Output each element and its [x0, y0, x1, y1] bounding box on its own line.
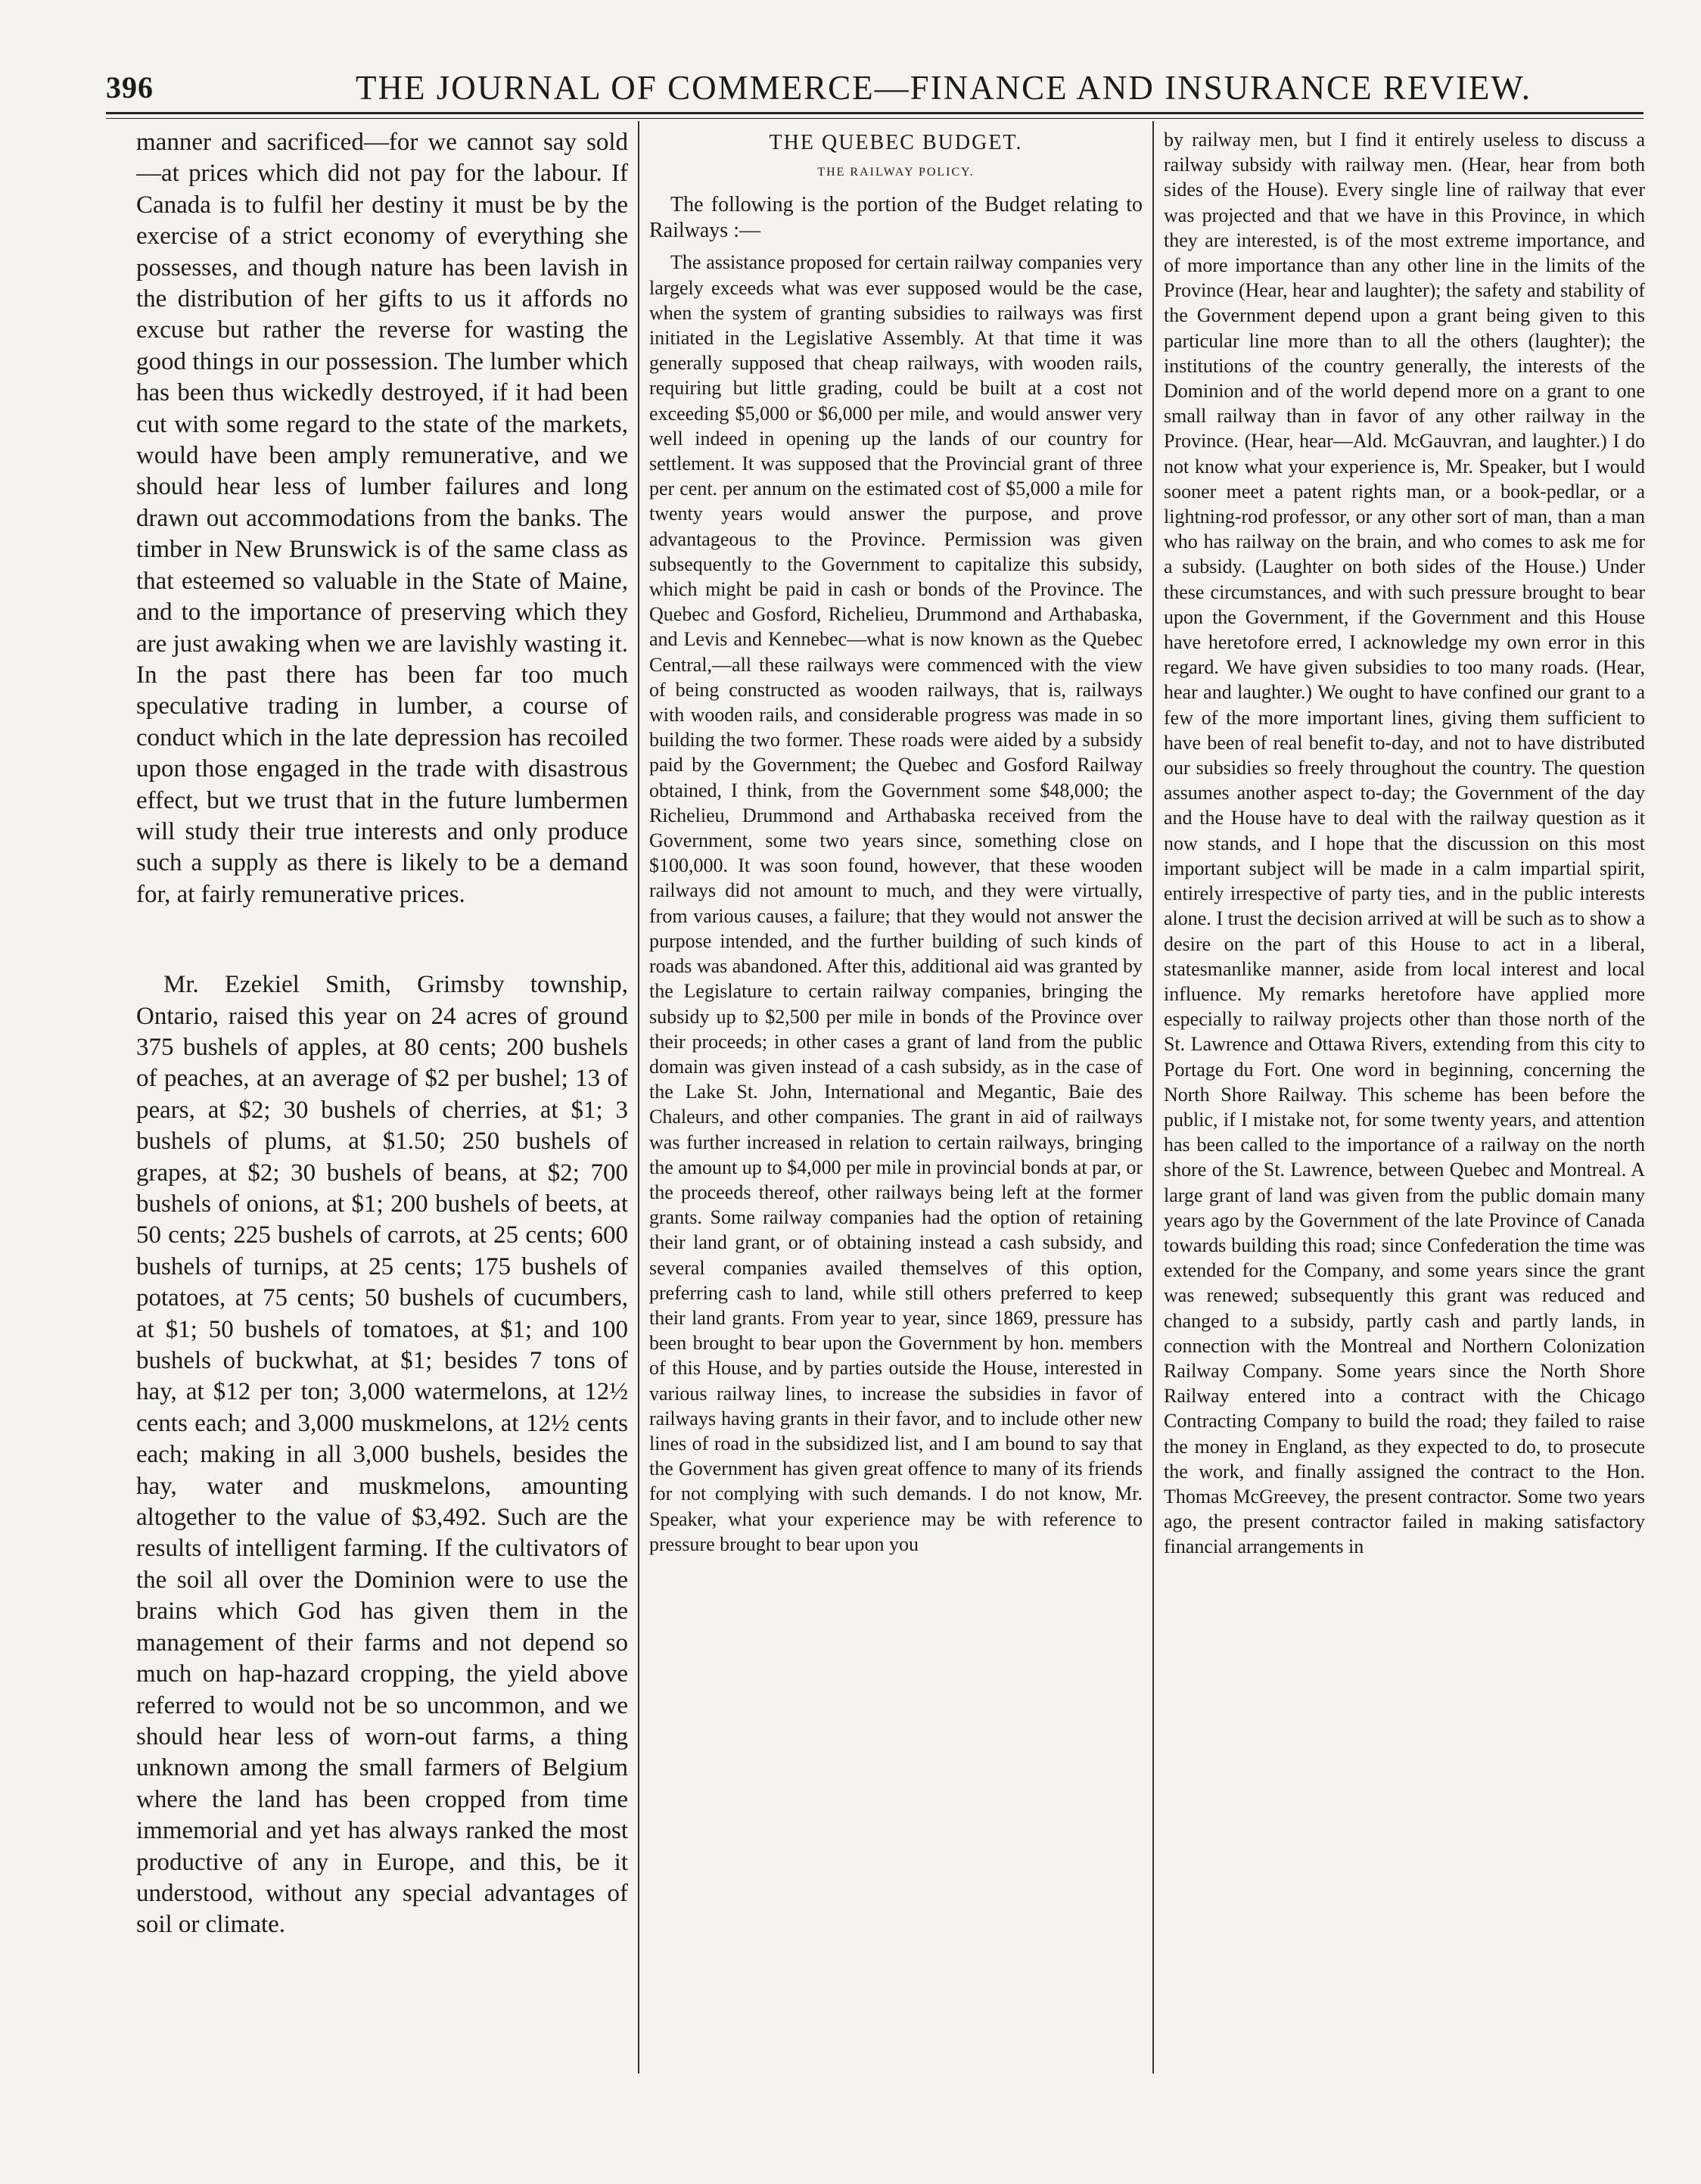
lumber-paragraph: manner and sacrificed—for we cannot say sold—at prices which did not pay for the labour. If Canada is to fulfil her destiny it must be by the exercise of a strict economy of everything she possesses, and though nature has been lavish in the distribution of her gifts to us it affords no excuse but rather the reverse for wasting the good things in our possession. The lumber which has been thus wickedly destroyed, if it had been cut with some regard to the state of the markets, would have been amply remunerative, and we should hear less of lumber failures and long drawn out accommodations from the banks. The timber in New Brunswick is of the same class as that esteemed so valuable in the State of Maine, and to the importance of preserving which they are just awaking when we are lavishly wasting it. In the past there has been far too much speculative trading in lumber, a course of conduct which in the late depression has recoiled upon those engaged in the trade with disastrous effect, but we trust that in the future lumbermen will study their true interests and only produce such a supply as there is likely to be a demand for, at fairly remunerative prices. — [136, 129, 628, 908]
column-divider-1 — [638, 121, 639, 2074]
page-number: 396 — [106, 70, 154, 104]
farming-paragraph: Mr. Ezekiel Smith, Grimsby township, Ontario, raised this year on 24 acres of ground 375 bushels of apples, at 80 cents; 200 bushels of peaches, at an average of $2 per bushel; 13 of pears, at $2; 30 bushels of cherries, at $1; 3 bushels of plums, at $1.50; 250 bushels of grapes, at $2; 30 bushels of beans, at $2; 700 bushels of onions, at $1; 200 bushels of beets, at 50 cents; 225 bushels of carrots, at 25 cents; 600 bushels of turnips, at 25 cents; 175 bushels of potatoes, at 75 cents; 50 bushels of cucumbers, at $1; 50 bushels of tomatoes, at $1; and 100 bushels of buckwhat, at $1; besides 7 tons of hay, at $12 per ton; 3,000 watermelons, at 12½ cents each; and 3,000 muskmelons, at 12½ cents each; making in all 3,000 bushels, besides the hay, water and muskmelons, amounting altogether to the value of $3,492. Such are the results of intelligent farming. If the cultivators of the soil all over the Dominion were to use the brains which God has given them in the management of their farms and not depend so much on hap-hazard cropping, the yield above referred to would not be so uncommon, and we should hear less of worn-out farms, a thing unknown among the small farmers of Belgium where the land has been cropped from time immemorial and yet has always ranked the most productive of any in Europe, and this, be it understood, without any special advantages of soil or climate. — [136, 971, 628, 1939]
article-title: THE QUEBEC BUDGET. — [769, 131, 1023, 154]
column-divider-2 — [1152, 121, 1154, 2074]
article-intro: The following is the portion of the Budget relating to Railways :— — [649, 193, 1143, 243]
header-rule-thin — [106, 118, 1643, 119]
article-body: The assistance proposed for certain railway companies very largely exceeds what was ever supposed would be the case, when the system of granting subsidies to railways was first initiated in the Legislative Assembly. At that time it was generally supposed that cheap railways, with wooden rails, requiring but little grading, could be built at a cost not exceeding $5,000 or $6,000 per mile, and would answer very well indeed in opening up the lands of our country for settlement. It was supposed that the Provincial grant of three per cent. per annum on the estimated cost of $5,000 a mile for twenty years would answer the purpose, and prove advantageous to the Province. Permission was given subsequently to the Government to capitalize this subsidy, which might be paid in cash or bonds of the Province. The Quebec and Gosford, Richelieu, Drummond and Arthabaska, and Levis and Kennebec—what is now known as the Quebec Central,—all these railways were commenced with the view of being constructed as wooden railways, that is, railways with wooden rails, and considerable progress was made in so building the two former. These roads were aided by a subsidy paid by the Government; the Quebec and Gosford Railway obtained, I think, from the Government some $48,000; the Richelieu, Drummond and Arthabaska received from the Government, some two years since, something close on $100,000. It was soon found, however, that these wooden railways did not amount to much, and they were virtually, from various causes, a failure; that they would not answer the purpose intended, and the further building of such kinds of roads was abandoned. After this, additional aid was granted by the Legislature to certain railway companies, bringing the subsidy up to $2,500 per mile in bonds of the Province over their proceeds; in other cases a grant of land from the public domain was given instead of a cash subsidy, as in the case of the Lake St. John, International and Megantic, Baie des Chaleurs, and other companies. The grant in aid of railways was further increased in relation to certain railways, bringing the amount up to $4,000 per mile in provincial bonds at par, or the proceeds thereof, other railways being left at the former grants. Some railway companies had the option of retaining their land grant, or of obtaining instead a cash subsidy, and several companies availed themselves of this option, preferring cash to land, while still others preferred to keep their land grants. From year to year, since 1869, pressure has been brought to bear upon the Government by hon. members of this House, and by parties outside the House, interested in various railway lines, to increase the subsidies in favor of railways having grants in their favor, and to include other new lines of road in the subsidized list, and I am bound to say that the Government has given great offence to many of its friends for not complying with such demands. I do not know, Mr. Speaker, what your experience may be with reference to pressure brought to bear upon you — [649, 251, 1143, 1555]
page-header — [106, 62, 1642, 115]
article-subtitle: THE RAILWAY POLICY. — [817, 166, 975, 179]
column-2 — [649, 127, 1143, 2074]
header-rule — [106, 112, 1643, 114]
column-3 — [1164, 127, 1645, 2074]
article-continuation: by railway men, but I find it entirely useless to discuss a railway subsidy with railway men. (Hear, hear from both sides of the House). Every single line of railway that ever was projected and that we have in this Province, in which they are interested, is of the most extreme importance, and of more importance than any other line in the limits of the Province (Hear, hear and laughter); the safety and stability of the Government depend upon a grant being given to this particular line more than to all the others (laughter); the institutions of the country generally, the interests of the Dominion and of the world depend more on a grant to one small railway than in favor of any other railway in the Province. (Hear, hear—Ald. McGauvran, and laughter.) I do not know what your experience is, Mr. Speaker, but I would sooner meet a patent rights man, or a book-pedlar, or a lightning-rod professor, or any other sort of man, than a man who has railway on the brain, and who comes to ask me for a subsidy. (Laughter on both sides of the House.) Under these circumstances, and with such pressure brought to bear upon the Government, if the Government and this House have heretofore erred, I acknowledge my own error in this regard. We have given subsidies to too many roads. (Hear, hear and laughter.) We ought to have confined our grant to a few of the more important lines, giving them sufficient to have been of real benefit to-day, and not to have distributed our subsidies so freely throughout the country. The question assumes another aspect to-day; the Government of the day and the House have to deal with the railway question as it now stands, and I hope that the discussion on this most important subject will be made in a calm impartial spirit, entirely irrespective of party ties, and in the public interests alone. I trust the decision arrived at will be such as to show a desire on the part of this House to act in a liberal, statesmanlike manner, aside from local interest and local influence. My remarks heretofore have applied more especially to railway projects other than those north of the St. Lawrence and Ottawa Rivers, extending from this city to Portage du Fort. One word in beginning, concerning the North Shore Railway. This scheme has been before the public, if I mistake not, for some twenty years, and attention has been called to the importance of a railway on the north shore of the St. Lawrence, between Quebec and Montreal. A large grant of land was given from the public domain many years ago by the Government of the late Province of Canada towards building this road; since Confederation the time was extended for the Company, and some years since the grant was renewed; subsequently this grant was reduced and changed to a subsidy, partly cash and partly lands, in connection with the Montreal and Northern Colonization Railway Company. Some years since the North Shore Railway entered into a contract with the Chicago Contracting Company to build the road; they failed to raise the money in England, as they expected to do, to prosecute the work, and finally assigned the contract to the Hon. Thomas McGreevey, the present contractor. Some two years ago, the present contractor failed in making satisfactory financial arrangements in — [1164, 129, 1645, 1558]
journal-title: THE JOURNAL OF COMMERCE—FINANCE AND INSURANCE REVIEW. — [356, 69, 1532, 107]
column-1 — [136, 127, 628, 2074]
